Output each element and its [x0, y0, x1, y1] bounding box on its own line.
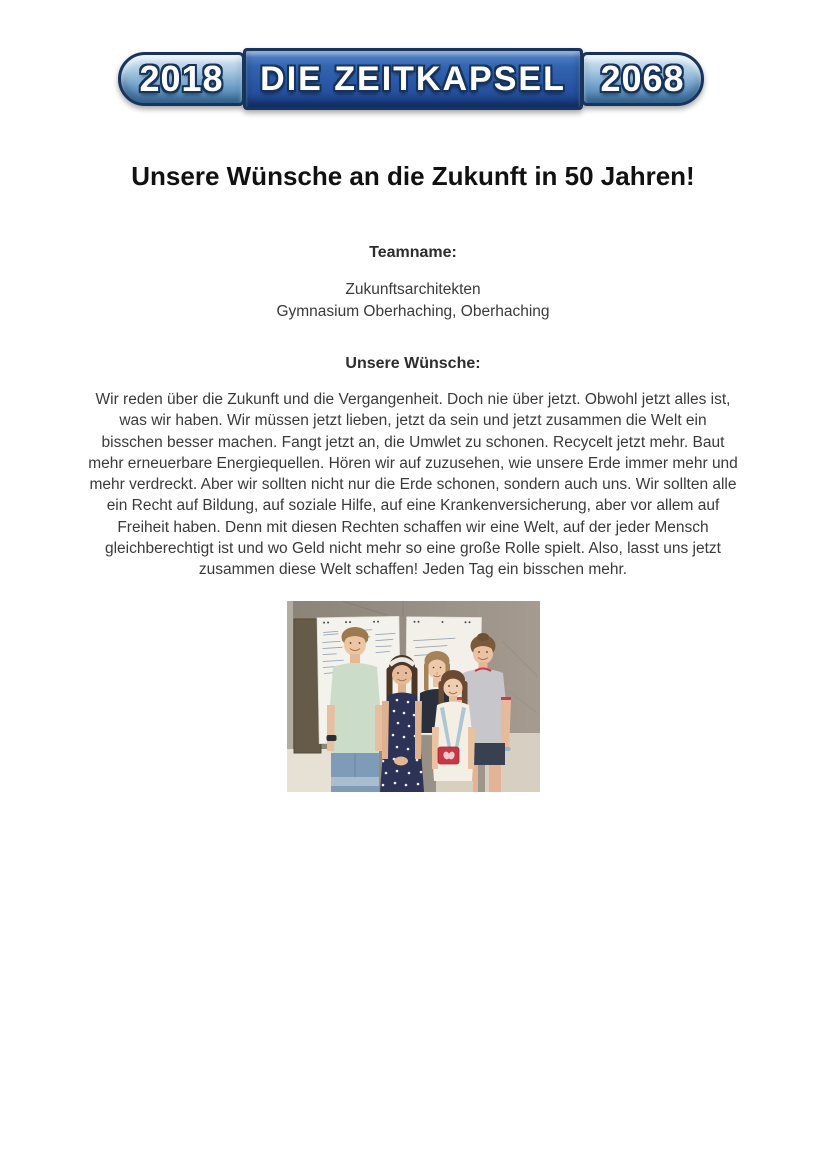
zeitkapsel-banner — [118, 48, 708, 110]
banner-center-bar — [243, 48, 583, 110]
banner-left-capsule — [118, 52, 245, 106]
photo-pinboard — [294, 619, 321, 753]
photo-person-headband-girl — [380, 655, 424, 792]
banner-right-capsule — [581, 52, 704, 106]
team-photo — [287, 601, 540, 792]
page-title: Unsere Wünsche an die Zukunft in 50 Jahren! — [131, 161, 695, 191]
wishes-label: Unsere Wünsche: — [345, 355, 481, 372]
team-name: Zukunftsarchitekten — [345, 281, 481, 298]
banner-year-2018: 2018 — [139, 58, 224, 99]
wishes-paragraph: Wir reden über die Zukunft und die Vergangenheit. Doch nie über jetzt. Obwohl jetzt alles ist, was wir haben. Wir müssen jetzt lieben, jetzt da sein und jetzt zusammen die Welt ein bisschen besser machen. Fangt jetzt an, die Umwlet zu schonen. Recycelt jetzt mehr. Baut mehr erneuerbare Energiequellen. Hören wir auf zuzusehen, wie unsere Erde immer mehr und mehr verdreckt. Aber wir sollten nicht nur die Erde schonen, sondern auch uns. Wir sollten alle ein Recht auf Bildung, auf soziale Hilfe, auf eine Krankenversicherung, aber vor allem auf Freiheit haben. Denn mit diesen Rechten schaffen wir eine Welt, auf der jeder Mensch gleichberechtigt ist und wo Geld nicht mehr so eine große Rolle spielt. Also, lasst uns jetzt zusammen diese Welt schaffen! Jeden Tag ein bisschen mehr. — [88, 391, 738, 579]
banner-year-2068: 2068 — [600, 58, 685, 99]
team-photo-graphic — [287, 601, 540, 792]
team-info — [0, 279, 826, 322]
teamname-label: Teamname: — [369, 244, 457, 261]
team-school: Gymnasium Oberhaching, Oberhaching — [276, 302, 550, 320]
banner-title: DIE ZEITKAPSEL — [260, 60, 566, 98]
